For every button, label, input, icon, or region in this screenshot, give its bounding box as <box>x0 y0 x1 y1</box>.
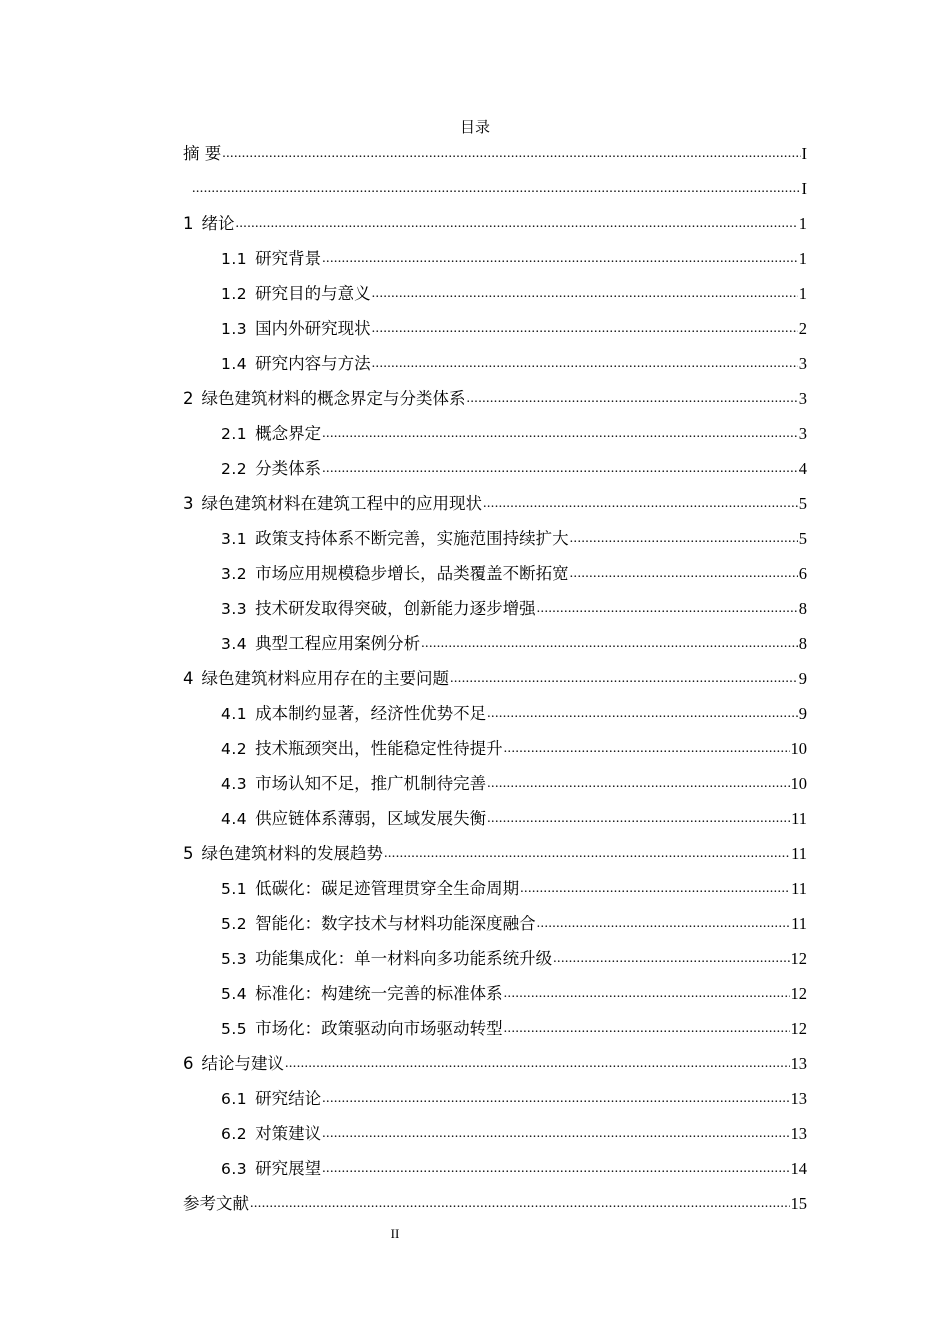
dot-leader <box>504 742 790 756</box>
toc-entry-number: 1.4 <box>221 355 248 373</box>
toc-entry-number: 6.2 <box>221 1125 248 1143</box>
toc-entry[interactable] <box>183 410 807 445</box>
dot-leader <box>322 427 798 441</box>
toc-entry[interactable] <box>183 830 807 865</box>
toc-entry-text: 技术研发取得突破，创新能力逐步增强 <box>255 599 536 618</box>
toc-entry-page: 11 <box>791 809 807 828</box>
toc-entry-label <box>183 668 449 690</box>
toc-entry[interactable] <box>183 620 807 655</box>
toc-entry-text: 参考文献 <box>183 1194 249 1213</box>
toc-entry-label <box>221 458 321 480</box>
dot-leader <box>487 707 798 721</box>
toc-entry-page: 15 <box>790 1194 807 1213</box>
toc-entry-number: 3 <box>183 494 194 513</box>
toc-entry-number: 3.4 <box>221 635 248 653</box>
toc-entry-label <box>183 388 466 410</box>
dot-leader <box>421 637 798 651</box>
toc-entry[interactable] <box>183 970 807 1005</box>
toc-entry-page: 11 <box>791 914 807 933</box>
dot-leader <box>467 392 798 406</box>
toc-entry-label <box>183 1053 284 1075</box>
toc-entry-number: 2.1 <box>221 425 248 443</box>
toc-entry[interactable] <box>183 340 807 375</box>
toc-entry-label <box>221 353 371 375</box>
toc-entry-label <box>221 563 569 585</box>
toc-entry-label <box>221 808 486 830</box>
toc-entry-text: 标准化：构建统一完善的标准体系 <box>255 984 503 1003</box>
dot-leader <box>504 1022 790 1036</box>
toc-entry-page: 12 <box>790 1019 807 1038</box>
toc-entry-label <box>221 913 536 935</box>
toc-entry[interactable] <box>183 1040 807 1075</box>
toc-entry-page: 9 <box>798 669 807 688</box>
toc-entry-label <box>221 738 503 760</box>
dot-leader <box>487 812 790 826</box>
toc-entry-label <box>183 493 482 515</box>
dot-leader <box>250 1197 790 1211</box>
toc-entry-page: 13 <box>790 1089 807 1108</box>
toc-entry-label <box>183 213 235 235</box>
toc-entry-number: 5.1 <box>221 880 248 898</box>
toc-entry[interactable] <box>183 1180 807 1215</box>
toc-entry-text: 分类体系 <box>255 459 322 478</box>
toc-entry-page: 3 <box>798 424 807 443</box>
toc-entry-text: 绿色建筑材料的概念界定与分类体系 <box>201 389 466 408</box>
toc-entry-page: I <box>801 179 807 198</box>
toc-entry[interactable] <box>183 200 807 235</box>
toc-entry-label <box>221 1123 321 1145</box>
toc-entry-page: 3 <box>798 389 807 408</box>
toc-entry-number: 3.3 <box>221 600 248 618</box>
toc-entry[interactable] <box>183 1145 807 1180</box>
toc-entry-text: 市场应用规模稳步增长，品类覆盖不断拓宽 <box>255 564 569 583</box>
toc-entry-text: 对策建议 <box>255 1124 322 1143</box>
toc-entry-page: 13 <box>790 1124 807 1143</box>
dot-leader <box>322 1162 789 1176</box>
toc-entry-label <box>221 983 503 1005</box>
dot-leader <box>487 777 789 791</box>
toc-entry-text: 智能化：数字技术与材料功能深度融合 <box>255 914 536 933</box>
toc-entry-number: 3.1 <box>221 530 248 548</box>
toc-entry-page: 13 <box>790 1054 807 1073</box>
toc-entry[interactable] <box>183 655 807 690</box>
dot-leader <box>570 532 798 546</box>
toc-entry-label <box>221 528 569 550</box>
toc-entry[interactable] <box>183 1005 807 1040</box>
toc-entry-text: 政策支持体系不断完善，实施范围持续扩大 <box>255 529 569 548</box>
toc-entry-label <box>221 703 486 725</box>
toc-entry-number: 4 <box>183 669 194 688</box>
dot-leader <box>322 1127 789 1141</box>
dot-leader <box>537 602 798 616</box>
toc-entry-label <box>221 598 536 620</box>
toc-entry-number: 4.3 <box>221 775 248 793</box>
toc-entry[interactable] <box>183 305 807 340</box>
toc-entry-number: 3.2 <box>221 565 248 583</box>
toc-entry[interactable] <box>183 760 807 795</box>
toc-entry[interactable] <box>183 480 807 515</box>
toc-entry-page: 12 <box>790 949 807 968</box>
dot-leader <box>192 182 801 196</box>
toc-entry-text: 国内外研究现状 <box>255 319 371 338</box>
toc-entry-page: 9 <box>798 704 807 723</box>
toc-entry-label <box>221 948 552 970</box>
toc-entry-text: 结论与建议 <box>201 1054 284 1073</box>
toc-entry-label <box>183 843 383 865</box>
toc-entry-number: 6.1 <box>221 1090 248 1108</box>
toc-entry[interactable] <box>183 375 807 410</box>
dot-leader <box>570 567 798 581</box>
toc-entry-number: 1.1 <box>221 250 248 268</box>
dot-leader <box>372 322 798 336</box>
dot-leader <box>372 287 798 301</box>
toc-entry-text: 技术瓶颈突出，性能稳定性待提升 <box>255 739 503 758</box>
dot-leader <box>236 217 798 231</box>
toc-entry[interactable] <box>183 585 807 620</box>
toc-entry-label <box>183 1193 249 1215</box>
toc-entry-page: I <box>801 144 807 163</box>
toc-entry[interactable] <box>183 725 807 760</box>
toc-entry-page: 8 <box>798 599 807 618</box>
toc-entry-text: 典型工程应用案例分析 <box>255 634 421 653</box>
toc-entry-number: 2 <box>183 389 194 408</box>
toc-entry-page: 1 <box>798 249 807 268</box>
toc-entry-number: 5.5 <box>221 1020 248 1038</box>
toc-entry-number: 1.3 <box>221 320 248 338</box>
toc-entry-label <box>221 283 371 305</box>
toc-entry-label <box>221 423 321 445</box>
toc-entry-page: 1 <box>798 214 807 233</box>
toc-entry-page: 14 <box>790 1159 807 1178</box>
toc-entry-text: 概念界定 <box>255 424 322 443</box>
toc-entry-label <box>221 1158 321 1180</box>
toc-entry-page: 6 <box>798 564 807 583</box>
toc-entry-number: 5.2 <box>221 915 248 933</box>
toc-entry-text: 研究内容与方法 <box>255 354 371 373</box>
toc-title: 目录 <box>459 118 490 136</box>
toc-entry-page: 4 <box>798 459 807 478</box>
toc-entry-page: 12 <box>790 984 807 1003</box>
toc-entry-number: 6 <box>183 1054 194 1073</box>
toc-entry-text: 研究结论 <box>255 1089 322 1108</box>
toc-entry[interactable] <box>183 935 807 970</box>
toc-entry-text: 供应链体系薄弱，区域发展失衡 <box>255 809 487 828</box>
dot-leader <box>372 357 798 371</box>
toc-entry[interactable] <box>183 515 807 550</box>
toc-entry-number: 5.3 <box>221 950 248 968</box>
dot-leader <box>285 1057 790 1071</box>
toc-entry[interactable] <box>183 270 807 305</box>
toc-entry-text: 绪论 <box>201 214 235 233</box>
toc-entry[interactable] <box>183 1110 807 1145</box>
toc-entry-number: 4.1 <box>221 705 248 723</box>
toc-entry-label <box>221 878 519 900</box>
dot-leader <box>537 917 790 931</box>
dot-leader <box>553 952 789 966</box>
toc-entry-number: 1 <box>183 214 194 233</box>
toc-entry-label <box>221 318 371 340</box>
toc-entry-label <box>221 633 420 655</box>
toc-entry-number: 5 <box>183 844 194 863</box>
toc-entry-text: 功能集成化：单一材料向多功能系统升级 <box>255 949 553 968</box>
table-of-contents <box>183 130 807 1215</box>
toc-entry-number: 5.4 <box>221 985 248 1003</box>
toc-entry[interactable] <box>183 795 807 830</box>
dot-leader <box>322 462 798 476</box>
dot-leader <box>483 497 798 511</box>
dot-leader <box>450 672 798 686</box>
dot-leader <box>322 252 798 266</box>
toc-entry-text: 绿色建筑材料应用存在的主要问题 <box>201 669 449 688</box>
toc-entry-page: 8 <box>798 634 807 653</box>
toc-entry[interactable] <box>183 445 807 480</box>
toc-entry[interactable] <box>183 235 807 270</box>
toc-entry-text: 绿色建筑材料的发展趋势 <box>201 844 383 863</box>
toc-entry-text: 研究展望 <box>255 1159 322 1178</box>
toc-entry[interactable] <box>183 165 807 200</box>
toc-entry-number: 4.2 <box>221 740 248 758</box>
toc-entry-page: 3 <box>798 354 807 373</box>
toc-entry-page: 1 <box>798 284 807 303</box>
toc-entry-page: 10 <box>790 774 807 793</box>
toc-entry-text: 成本制约显著，经济性优势不足 <box>255 704 487 723</box>
dot-leader <box>504 987 790 1001</box>
dot-leader <box>384 847 790 861</box>
toc-entry-text: 绿色建筑材料在建筑工程中的应用现状 <box>201 494 482 513</box>
toc-entry-number: 1.2 <box>221 285 248 303</box>
toc-entry-text: 研究目的与意义 <box>255 284 371 303</box>
toc-entry-page: 5 <box>798 494 807 513</box>
toc-entry[interactable] <box>183 1075 807 1110</box>
toc-entry-text: 摘 要 <box>183 144 222 163</box>
toc-entry[interactable] <box>183 900 807 935</box>
toc-entry-number: 6.3 <box>221 1160 248 1178</box>
toc-entry-page: 2 <box>798 319 807 338</box>
dot-leader <box>520 882 790 896</box>
toc-entry-label <box>221 773 486 795</box>
toc-entry-page: 5 <box>798 529 807 548</box>
toc-entry-text: 市场化：政策驱动向市场驱动转型 <box>255 1019 503 1038</box>
toc-entry[interactable] <box>183 130 807 165</box>
dot-leader <box>322 1092 789 1106</box>
toc-entry-number: 2.2 <box>221 460 248 478</box>
toc-entry-text: 市场认知不足，推广机制待完善 <box>255 774 487 793</box>
toc-entry-page: 11 <box>791 879 807 898</box>
toc-entry-page: 11 <box>791 844 807 863</box>
page-number: II <box>390 1226 400 1241</box>
toc-entry-label <box>183 143 221 165</box>
toc-entry-text: 低碳化：碳足迹管理贯穿全生命周期 <box>255 879 520 898</box>
toc-entry-page: 10 <box>790 739 807 758</box>
toc-entry-label <box>221 1088 321 1110</box>
toc-entry-label <box>221 248 321 270</box>
toc-entry[interactable] <box>183 690 807 725</box>
toc-entry[interactable] <box>183 550 807 585</box>
toc-entry-text: 研究背景 <box>255 249 322 268</box>
dot-leader <box>222 147 800 161</box>
toc-entry-number: 4.4 <box>221 810 248 828</box>
toc-entry-label <box>221 1018 503 1040</box>
toc-entry[interactable] <box>183 865 807 900</box>
